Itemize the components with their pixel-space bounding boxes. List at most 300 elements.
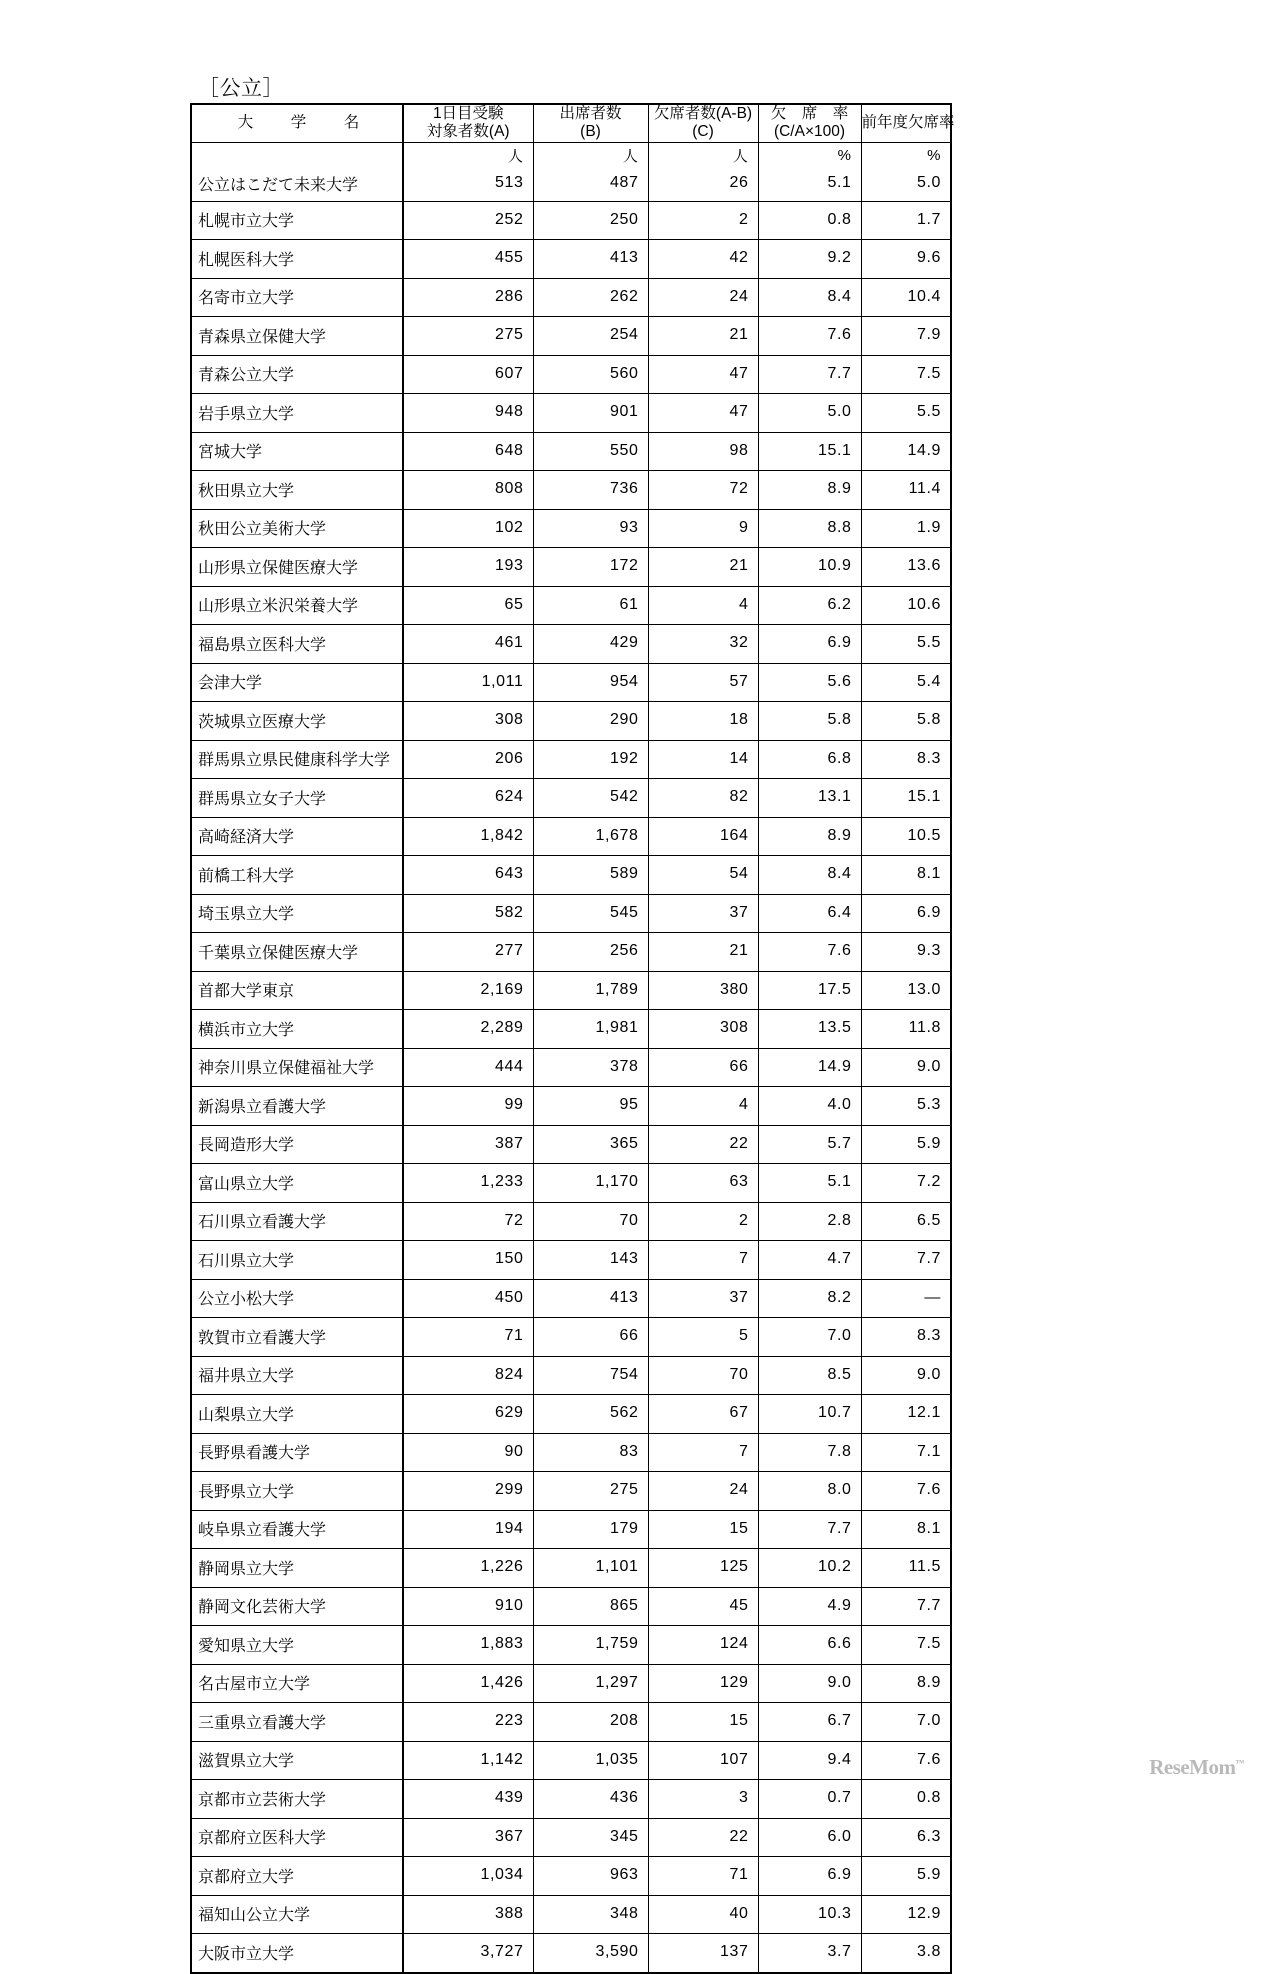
cell-university-name: 三重県立看護大学 [191, 1703, 403, 1742]
table-row [191, 933, 951, 972]
cell-rate: 8.2 [758, 1279, 861, 1318]
cell-rate: 7.6 [758, 933, 861, 972]
cell-rate: 8.8 [758, 509, 861, 548]
cell-rate: 8.9 [758, 817, 861, 856]
cell-prev: 10.4 [861, 278, 951, 317]
cell-b: 1,297 [533, 1664, 648, 1703]
cell-b: 275 [533, 1472, 648, 1511]
cell-university-name: 茨城県立医療大学 [191, 702, 403, 741]
table-row [191, 167, 951, 202]
watermark-text: ReseMom [1149, 1755, 1236, 1779]
cell-c: 2 [648, 1202, 758, 1241]
cell-c: 137 [648, 1934, 758, 1973]
cell-b: 954 [533, 663, 648, 702]
cell-university-name: 山梨県立大学 [191, 1395, 403, 1434]
cell-prev: 8.9 [861, 1664, 951, 1703]
cell-c: 5 [648, 1318, 758, 1357]
cell-university-name: 山形県立保健医療大学 [191, 548, 403, 587]
cell-b: 1,759 [533, 1626, 648, 1665]
table-row [191, 1048, 951, 1087]
cell-prev: 7.0 [861, 1703, 951, 1742]
table-row [191, 586, 951, 625]
cell-a: 277 [403, 933, 533, 972]
cell-b: 1,101 [533, 1549, 648, 1588]
cell-a: 808 [403, 471, 533, 510]
cell-rate: 3.7 [758, 1934, 861, 1973]
header-col-rate-line2: (C/A×100) [773, 123, 846, 141]
cell-prev: 15.1 [861, 779, 951, 818]
cell-c: 308 [648, 1010, 758, 1049]
cell-c: 15 [648, 1703, 758, 1742]
table-row [191, 1857, 951, 1896]
table-row [191, 1241, 951, 1280]
units-cell-c: 人 [648, 142, 758, 167]
cell-prev: 9.6 [861, 240, 951, 279]
cell-b: 562 [533, 1395, 648, 1434]
table-row [191, 1549, 951, 1588]
cell-c: 15 [648, 1510, 758, 1549]
table-row [191, 817, 951, 856]
table-row [191, 971, 951, 1010]
cell-university-name: 高崎経済大学 [191, 817, 403, 856]
cell-rate: 4.0 [758, 1087, 861, 1126]
cell-university-name: 会津大学 [191, 663, 403, 702]
cell-c: 42 [648, 240, 758, 279]
cell-a: 193 [403, 548, 533, 587]
cell-prev: 11.5 [861, 1549, 951, 1588]
cell-c: 72 [648, 471, 758, 510]
cell-rate: 6.4 [758, 894, 861, 933]
cell-rate: 9.0 [758, 1664, 861, 1703]
cell-b: 901 [533, 394, 648, 433]
cell-university-name: 群馬県立県民健康科学大学 [191, 740, 403, 779]
cell-prev: 7.6 [861, 1741, 951, 1780]
table-row [191, 548, 951, 587]
cell-c: 124 [648, 1626, 758, 1665]
table-row [191, 1703, 951, 1742]
table-row [191, 856, 951, 895]
cell-university-name: 前橋工科大学 [191, 856, 403, 895]
cell-c: 22 [648, 1818, 758, 1857]
cell-prev: 5.9 [861, 1125, 951, 1164]
cell-rate: 6.2 [758, 586, 861, 625]
cell-b: 290 [533, 702, 648, 741]
cell-prev: 7.9 [861, 317, 951, 356]
cell-university-name: 札幌市立大学 [191, 201, 403, 240]
header-col-prev: 前年度欠席率 [861, 104, 951, 142]
cell-prev: 7.2 [861, 1164, 951, 1203]
cell-b: 963 [533, 1857, 648, 1896]
table-row [191, 1010, 951, 1049]
cell-university-name: 滋賀県立大学 [191, 1741, 403, 1780]
cell-a: 1,142 [403, 1741, 533, 1780]
cell-university-name: 愛知県立大学 [191, 1626, 403, 1665]
cell-rate: 0.7 [758, 1780, 861, 1819]
table-row [191, 1587, 951, 1626]
cell-b: 560 [533, 355, 648, 394]
cell-rate: 8.0 [758, 1472, 861, 1511]
cell-a: 439 [403, 1780, 533, 1819]
cell-rate: 13.1 [758, 779, 861, 818]
cell-c: 98 [648, 432, 758, 471]
header-col-c [648, 104, 758, 142]
cell-b: 172 [533, 548, 648, 587]
cell-prev: 12.1 [861, 1395, 951, 1434]
cell-university-name: 京都府立医科大学 [191, 1818, 403, 1857]
header-col-c-line2: (C) [692, 123, 714, 141]
cell-a: 513 [403, 167, 533, 202]
cell-b: 1,981 [533, 1010, 648, 1049]
table-row [191, 1087, 951, 1126]
cell-a: 1,426 [403, 1664, 533, 1703]
cell-prev: 5.9 [861, 1857, 951, 1896]
header-col-rate-line1: 欠 席 率 [770, 105, 849, 122]
cell-prev: 6.9 [861, 894, 951, 933]
cell-c: 9 [648, 509, 758, 548]
cell-rate: 5.7 [758, 1125, 861, 1164]
cell-c: 7 [648, 1241, 758, 1280]
cell-university-name: 青森県立保健大学 [191, 317, 403, 356]
units-cell-a: 人 [403, 142, 533, 167]
cell-a: 387 [403, 1125, 533, 1164]
cell-prev: 14.9 [861, 432, 951, 471]
cell-rate: 5.0 [758, 394, 861, 433]
cell-rate: 8.9 [758, 471, 861, 510]
cell-b: 365 [533, 1125, 648, 1164]
cell-b: 545 [533, 894, 648, 933]
cell-b: 179 [533, 1510, 648, 1549]
cell-a: 1,226 [403, 1549, 533, 1588]
units-cell-b: 人 [533, 142, 648, 167]
cell-rate: 6.6 [758, 1626, 861, 1665]
table-header [191, 104, 955, 142]
cell-b: 550 [533, 432, 648, 471]
cell-rate: 5.8 [758, 702, 861, 741]
cell-b: 436 [533, 1780, 648, 1819]
cell-rate: 10.9 [758, 548, 861, 587]
cell-rate: 6.8 [758, 740, 861, 779]
cell-university-name: 横浜市立大学 [191, 1010, 403, 1049]
units-cell-name [191, 142, 403, 167]
cell-prev: 3.8 [861, 1934, 951, 1973]
cell-a: 643 [403, 856, 533, 895]
cell-c: 54 [648, 856, 758, 895]
cell-a: 1,034 [403, 1857, 533, 1896]
cell-rate: 9.4 [758, 1741, 861, 1780]
cell-rate: 7.7 [758, 355, 861, 394]
cell-c: 70 [648, 1356, 758, 1395]
cell-rate: 7.8 [758, 1433, 861, 1472]
cell-c: 37 [648, 1279, 758, 1318]
cell-prev: 9.0 [861, 1048, 951, 1087]
table-row [191, 702, 951, 741]
cell-university-name: 神奈川県立保健福祉大学 [191, 1048, 403, 1087]
cell-a: 461 [403, 625, 533, 664]
table-row [191, 740, 951, 779]
cell-b: 208 [533, 1703, 648, 1742]
cell-b: 413 [533, 1279, 648, 1318]
cell-a: 99 [403, 1087, 533, 1126]
cell-university-name: 宮城大学 [191, 432, 403, 471]
cell-university-name: 福知山公立大学 [191, 1895, 403, 1934]
cell-b: 345 [533, 1818, 648, 1857]
cell-university-name: 静岡文化芸術大学 [191, 1587, 403, 1626]
cell-b: 413 [533, 240, 648, 279]
header-university-name: 大 学 名 [191, 104, 403, 142]
cell-b: 1,678 [533, 817, 648, 856]
cell-b: 254 [533, 317, 648, 356]
cell-a: 252 [403, 201, 533, 240]
cell-b: 1,170 [533, 1164, 648, 1203]
cell-c: 32 [648, 625, 758, 664]
cell-c: 37 [648, 894, 758, 933]
cell-university-name: 福井県立大学 [191, 1356, 403, 1395]
table-row [191, 201, 951, 240]
cell-a: 275 [403, 317, 533, 356]
cell-b: 70 [533, 1202, 648, 1241]
cell-prev: 8.3 [861, 740, 951, 779]
cell-rate: 8.4 [758, 278, 861, 317]
cell-university-name: 石川県立大学 [191, 1241, 403, 1280]
cell-b: 143 [533, 1241, 648, 1280]
cell-a: 71 [403, 1318, 533, 1357]
cell-c: 45 [648, 1587, 758, 1626]
cell-prev: 5.4 [861, 663, 951, 702]
units-cell-prev: % [861, 142, 951, 167]
cell-rate: 10.7 [758, 1395, 861, 1434]
cell-rate: 7.6 [758, 317, 861, 356]
cell-a: 624 [403, 779, 533, 818]
table-row [191, 1279, 951, 1318]
cell-a: 308 [403, 702, 533, 741]
cell-b: 83 [533, 1433, 648, 1472]
cell-university-name: 福島県立医科大学 [191, 625, 403, 664]
cell-university-name: 長岡造形大学 [191, 1125, 403, 1164]
cell-prev: 1.9 [861, 509, 951, 548]
cell-rate: 5.1 [758, 167, 861, 202]
cell-c: 63 [648, 1164, 758, 1203]
cell-university-name: 千葉県立保健医療大学 [191, 933, 403, 972]
cell-rate: 9.2 [758, 240, 861, 279]
cell-a: 2,289 [403, 1010, 533, 1049]
cell-c: 24 [648, 1472, 758, 1511]
cell-c: 57 [648, 663, 758, 702]
cell-rate: 5.1 [758, 1164, 861, 1203]
cell-c: 47 [648, 355, 758, 394]
cell-rate: 10.2 [758, 1549, 861, 1588]
table-row [191, 663, 951, 702]
cell-rate: 7.0 [758, 1318, 861, 1357]
cell-prev: 7.7 [861, 1587, 951, 1626]
cell-prev: 9.3 [861, 933, 951, 972]
header-col-c-line1: 欠席者数(A-B) [653, 105, 753, 122]
cell-university-name: 名古屋市立大学 [191, 1664, 403, 1703]
cell-rate: 0.8 [758, 201, 861, 240]
table-row [191, 1510, 951, 1549]
cell-b: 736 [533, 471, 648, 510]
cell-university-name: 石川県立看護大学 [191, 1202, 403, 1241]
header-row [191, 104, 951, 142]
cell-b: 262 [533, 278, 648, 317]
cell-university-name: 秋田公立美術大学 [191, 509, 403, 548]
cell-university-name: 公立小松大学 [191, 1279, 403, 1318]
cell-a: 3,727 [403, 1934, 533, 1973]
cell-b: 589 [533, 856, 648, 895]
cell-university-name: 秋田県立大学 [191, 471, 403, 510]
cell-c: 129 [648, 1664, 758, 1703]
cell-rate: 15.1 [758, 432, 861, 471]
absence-rate-table [190, 103, 955, 1974]
cell-prev: 8.1 [861, 1510, 951, 1549]
header-col-rate [758, 104, 861, 142]
cell-a: 629 [403, 1395, 533, 1434]
units-row [191, 142, 951, 167]
cell-prev: 5.3 [861, 1087, 951, 1126]
cell-b: 95 [533, 1087, 648, 1126]
cell-rate: 4.9 [758, 1587, 861, 1626]
cell-university-name: 埼玉県立大学 [191, 894, 403, 933]
cell-b: 429 [533, 625, 648, 664]
cell-rate: 10.3 [758, 1895, 861, 1934]
cell-prev: 13.6 [861, 548, 951, 587]
cell-a: 299 [403, 1472, 533, 1511]
cell-rate: 8.4 [758, 856, 861, 895]
cell-a: 582 [403, 894, 533, 933]
table-row [191, 471, 951, 510]
cell-c: 21 [648, 548, 758, 587]
table-row [191, 1318, 951, 1357]
cell-university-name: 山形県立米沢栄養大学 [191, 586, 403, 625]
header-col-b [533, 104, 648, 142]
cell-university-name: 公立はこだて未来大学 [191, 167, 403, 202]
table-row [191, 1125, 951, 1164]
table-row [191, 1395, 951, 1434]
cell-university-name: 札幌医科大学 [191, 240, 403, 279]
header-col-a-line2: 対象者数(A) [426, 123, 510, 141]
cell-b: 378 [533, 1048, 648, 1087]
cell-a: 444 [403, 1048, 533, 1087]
table-row [191, 1934, 951, 1973]
cell-c: 22 [648, 1125, 758, 1164]
cell-rate: 5.6 [758, 663, 861, 702]
table-row [191, 1164, 951, 1203]
cell-rate: 17.5 [758, 971, 861, 1010]
cell-prev: 7.1 [861, 1433, 951, 1472]
header-col-a-line1: 1日目受験 [432, 105, 504, 122]
cell-university-name: 新潟県立看護大学 [191, 1087, 403, 1126]
cell-c: 4 [648, 1087, 758, 1126]
table-row [191, 894, 951, 933]
cell-c: 2 [648, 201, 758, 240]
cell-university-name: 敦賀市立看護大学 [191, 1318, 403, 1357]
cell-prev: 5.8 [861, 702, 951, 741]
cell-a: 910 [403, 1587, 533, 1626]
cell-rate: 6.0 [758, 1818, 861, 1857]
cell-prev: 7.5 [861, 1626, 951, 1665]
table-row [191, 1818, 951, 1857]
table-row [191, 278, 951, 317]
cell-c: 380 [648, 971, 758, 1010]
table-row [191, 1472, 951, 1511]
table-body [191, 142, 951, 1973]
cell-c: 47 [648, 394, 758, 433]
table-row [191, 1780, 951, 1819]
cell-a: 1,883 [403, 1626, 533, 1665]
cell-university-name: 青森公立大学 [191, 355, 403, 394]
cell-c: 164 [648, 817, 758, 856]
cell-a: 72 [403, 1202, 533, 1241]
table-row [191, 432, 951, 471]
cell-c: 82 [648, 779, 758, 818]
table-row [191, 240, 951, 279]
cell-c: 21 [648, 317, 758, 356]
cell-rate: 6.9 [758, 1857, 861, 1896]
cell-b: 66 [533, 1318, 648, 1357]
cell-prev: 5.0 [861, 167, 951, 202]
cell-rate: 6.7 [758, 1703, 861, 1742]
cell-prev: 7.7 [861, 1241, 951, 1280]
cell-a: 648 [403, 432, 533, 471]
table-row [191, 1741, 951, 1780]
cell-prev: 8.3 [861, 1318, 951, 1357]
cell-a: 65 [403, 586, 533, 625]
cell-a: 194 [403, 1510, 533, 1549]
header-col-a [403, 104, 533, 142]
table-row [191, 1202, 951, 1241]
watermark-resemom [1149, 1755, 1244, 1780]
cell-c: 4 [648, 586, 758, 625]
cell-university-name: 岩手県立大学 [191, 394, 403, 433]
cell-university-name: 静岡県立大学 [191, 1549, 403, 1588]
cell-c: 67 [648, 1395, 758, 1434]
cell-rate: 7.7 [758, 1510, 861, 1549]
cell-prev: 0.8 [861, 1780, 951, 1819]
cell-a: 1,011 [403, 663, 533, 702]
cell-a: 206 [403, 740, 533, 779]
cell-c: 14 [648, 740, 758, 779]
cell-a: 450 [403, 1279, 533, 1318]
cell-university-name: 岐阜県立看護大学 [191, 1510, 403, 1549]
table-row [191, 1433, 951, 1472]
cell-b: 348 [533, 1895, 648, 1934]
cell-b: 256 [533, 933, 648, 972]
table-row [191, 317, 951, 356]
cell-university-name: 首都大学東京 [191, 971, 403, 1010]
units-cell-rate: % [758, 142, 861, 167]
cell-a: 388 [403, 1895, 533, 1934]
table-row [191, 1664, 951, 1703]
cell-c: 26 [648, 167, 758, 202]
cell-a: 824 [403, 1356, 533, 1395]
cell-b: 754 [533, 1356, 648, 1395]
cell-prev: 8.1 [861, 856, 951, 895]
table-row [191, 394, 951, 433]
cell-c: 24 [648, 278, 758, 317]
cell-b: 865 [533, 1587, 648, 1626]
cell-prev: 10.5 [861, 817, 951, 856]
cell-prev: 12.9 [861, 1895, 951, 1934]
cell-c: 18 [648, 702, 758, 741]
cell-prev: 11.8 [861, 1010, 951, 1049]
cell-a: 2,169 [403, 971, 533, 1010]
cell-b: 93 [533, 509, 648, 548]
cell-a: 150 [403, 1241, 533, 1280]
cell-a: 102 [403, 509, 533, 548]
cell-rate: 13.5 [758, 1010, 861, 1049]
cell-b: 542 [533, 779, 648, 818]
cell-b: 61 [533, 586, 648, 625]
cell-university-name: 群馬県立女子大学 [191, 779, 403, 818]
